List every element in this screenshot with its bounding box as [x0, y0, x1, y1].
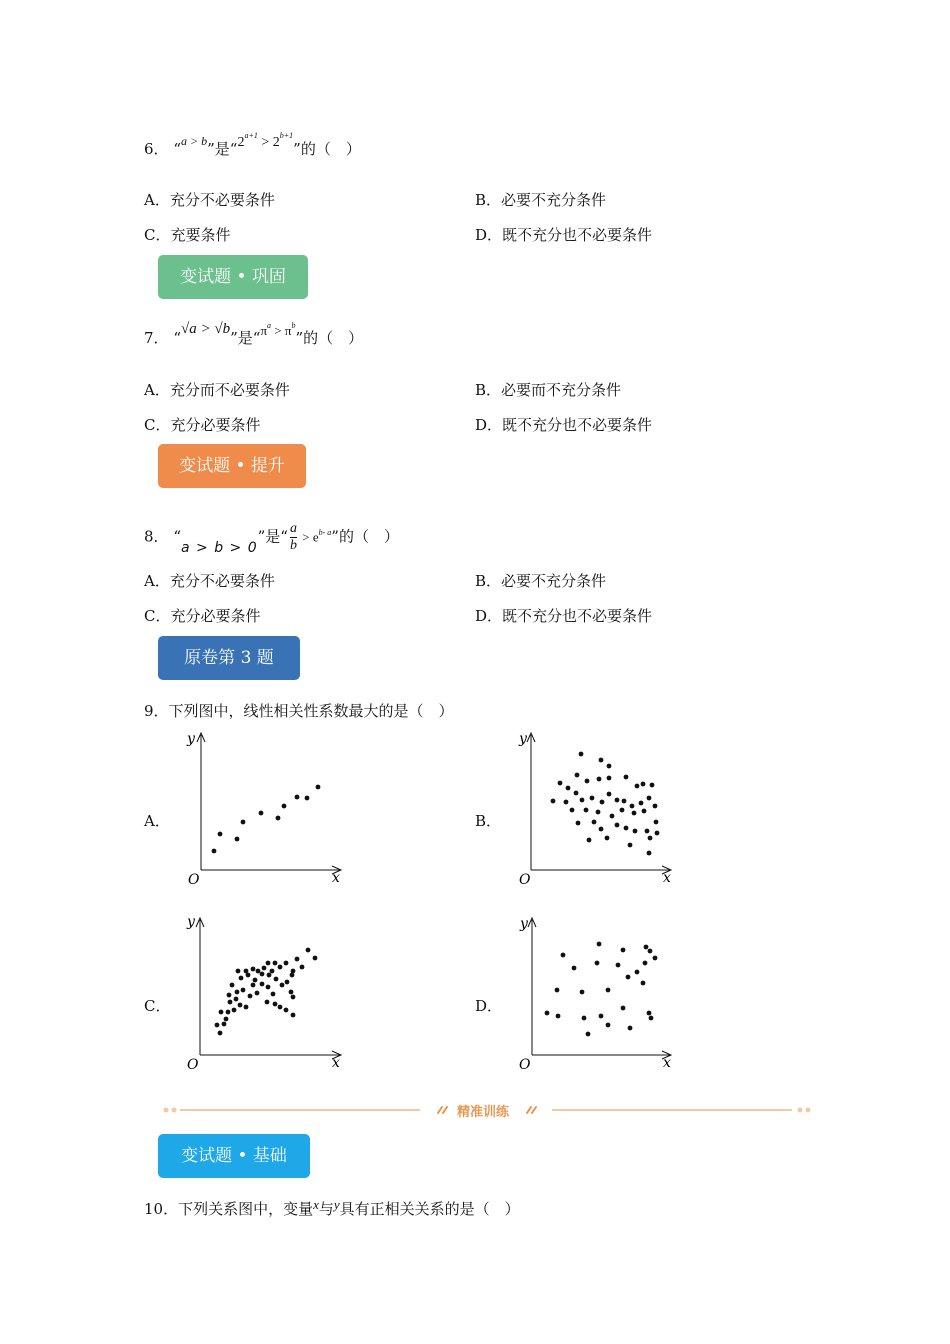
scatter-point — [650, 783, 655, 788]
scatter-point — [655, 831, 660, 836]
option-d[interactable]: D．既不充分也不必要条件 — [475, 607, 653, 625]
question-8: 8． “a > b > 0”是“ $\frac{a}{b}$ > $e^{b- a}$”的（ ） — [144, 521, 399, 556]
option-d[interactable]: D．既不充分也不必要条件 — [475, 416, 653, 434]
option-b[interactable]: B．必要不充分条件 — [475, 572, 607, 590]
scatter-point — [576, 821, 581, 826]
scatter-point — [278, 1005, 283, 1010]
scatter-point — [265, 1000, 270, 1005]
scatter-point — [639, 801, 644, 806]
scatter-point — [648, 949, 653, 954]
scatter-point — [291, 995, 296, 1000]
scatter-point — [628, 843, 633, 848]
section-divider — [162, 1098, 812, 1122]
scatter-point — [276, 816, 281, 821]
scatter-point — [545, 1011, 550, 1016]
scatter-point — [224, 1017, 229, 1022]
scatter-point — [248, 994, 253, 999]
option-a[interactable]: A．充分不必要条件 — [144, 191, 275, 209]
points — [551, 752, 660, 856]
scatter-point — [566, 786, 571, 791]
scatter-point — [654, 820, 659, 825]
scatter-point — [606, 988, 611, 993]
scatter-plot-a — [180, 730, 350, 894]
x-label: x — [663, 1055, 671, 1071]
scatter-point — [630, 804, 635, 809]
scatter-point — [226, 1010, 231, 1015]
scatter-point — [590, 796, 595, 801]
scatter-point — [239, 976, 244, 981]
y-label: y — [520, 916, 528, 932]
scatter-point — [647, 1011, 652, 1016]
scatter-point — [295, 957, 300, 962]
scatter-point — [644, 945, 649, 950]
scatter-point — [291, 1013, 296, 1018]
option-b[interactable]: B．必要而不充分条件 — [475, 381, 622, 399]
scatter-point — [218, 832, 223, 837]
points — [215, 948, 318, 1036]
origin-label: O — [519, 1057, 531, 1073]
origin-label: O — [187, 1057, 199, 1073]
scatter-point — [230, 983, 235, 988]
scatter-point — [622, 799, 627, 804]
scatter-point — [241, 820, 246, 825]
scatter-point — [555, 988, 560, 993]
plot-d-letter[interactable]: D． — [475, 997, 503, 1015]
scatter-point — [284, 1008, 289, 1013]
scatter-point — [218, 1031, 223, 1036]
scatter-point — [235, 990, 240, 995]
question-number: 6． — [144, 140, 169, 158]
scatter-point — [273, 1002, 278, 1007]
scatter-point — [260, 982, 265, 987]
scatter-point — [580, 990, 585, 995]
scatter-point — [291, 969, 296, 974]
scatter-point — [266, 961, 271, 966]
scatter-point — [582, 1016, 587, 1021]
scatter-point — [599, 758, 604, 763]
scatter-point — [219, 1010, 224, 1015]
origin-label: O — [519, 872, 531, 888]
scatter-point — [616, 963, 621, 968]
scatter-point — [295, 795, 300, 800]
scatter-point — [244, 1005, 249, 1010]
scatter-point — [575, 773, 580, 778]
scatter-point — [649, 1016, 654, 1021]
y-label: y — [187, 914, 195, 930]
option-c[interactable]: C．充分必要条件 — [144, 416, 261, 434]
scatter-point — [267, 973, 272, 978]
scatter-point — [241, 988, 246, 993]
scatter-plot-b — [510, 730, 680, 894]
scatter-point — [620, 808, 625, 813]
scatter-point — [647, 796, 652, 801]
scatter-point — [271, 992, 276, 997]
section-tag-consolidate: 变试题 • 巩固 — [158, 255, 308, 299]
scatter-point — [282, 804, 287, 809]
condition-1: a > b > 0 — [181, 539, 258, 556]
scatter-point — [647, 851, 652, 856]
scatter-point — [278, 965, 283, 970]
scatter-point — [645, 829, 650, 834]
scatter-point — [259, 811, 264, 816]
scatter-point — [273, 961, 278, 966]
scatter-point — [564, 800, 569, 805]
scatter-point — [632, 811, 637, 816]
condition-1: a > b — [181, 134, 208, 148]
plot-c-letter[interactable]: C． — [144, 997, 171, 1015]
scatter-point — [551, 799, 556, 804]
condition-1: √a > √b — [181, 321, 231, 337]
scatter-point — [586, 1032, 591, 1037]
plot-b-letter[interactable]: B． — [475, 812, 502, 830]
scatter-point — [227, 993, 232, 998]
scatter-point — [607, 764, 612, 769]
scatter-point — [624, 775, 629, 780]
scatter-point — [615, 798, 620, 803]
scatter-point — [305, 796, 310, 801]
scatter-point — [628, 1026, 633, 1031]
scatter-point — [597, 942, 602, 947]
scatter-point — [561, 953, 566, 958]
scatter-point — [228, 1000, 233, 1005]
scatter-point — [266, 985, 271, 990]
scatter-point — [615, 823, 620, 828]
option-d[interactable]: D．既不充分也不必要条件 — [475, 226, 653, 244]
scatter-point — [585, 779, 590, 784]
scatter-point — [596, 810, 601, 815]
scatter-point — [595, 961, 600, 966]
scatter-point — [635, 970, 640, 975]
scatter-point — [260, 972, 265, 977]
scatter-point — [251, 983, 256, 988]
x-label: x — [663, 870, 671, 886]
scatter-plot-c — [180, 915, 350, 1079]
origin-label: O — [188, 872, 200, 888]
scatter-point — [215, 1023, 220, 1028]
section-tag-basic: 变试题 • 基础 — [158, 1134, 310, 1178]
scatter-point — [285, 980, 290, 985]
scatter-point — [316, 785, 321, 790]
fraction: $\frac{a}{b}$ — [289, 521, 297, 553]
y-label: y — [187, 731, 195, 747]
scatter-point — [653, 956, 658, 961]
option-c[interactable]: C．充分必要条件 — [144, 607, 261, 625]
scatter-point — [574, 791, 579, 796]
scatter-point — [653, 804, 658, 809]
question-number: 8． — [144, 527, 169, 546]
scatter-point — [621, 948, 626, 953]
scatter-point — [558, 781, 563, 786]
scatter-point — [253, 978, 258, 983]
scatter-point — [580, 798, 585, 803]
option-b[interactable]: B．必要不充分条件 — [475, 191, 607, 209]
question-6: 6． “$^{a > b}$”是“$2^{a+1} > 2^{b+1}$”的（ ） — [144, 131, 361, 158]
scatter-point — [641, 782, 646, 787]
option-c[interactable]: C．充要条件 — [144, 226, 231, 244]
scatter-point — [621, 1006, 626, 1011]
scatter-point — [212, 849, 217, 854]
question-7: 7． “√a > √b”是“$\pi^a > \pi^b$”的（ ） — [144, 321, 364, 347]
scatter-point — [579, 752, 584, 757]
scatter-point — [556, 1014, 561, 1019]
scatter-point — [572, 966, 577, 971]
question-9: 9．下列图中，线性相关性系数最大的是（ ） — [144, 702, 454, 720]
scatter-point — [289, 990, 294, 995]
scatter-point — [313, 956, 318, 961]
x-label: x — [332, 870, 340, 886]
scatter-point — [238, 1003, 243, 1008]
divider-label: 精准训练 — [457, 1105, 510, 1120]
scatter-point — [255, 991, 260, 996]
scatter-point — [306, 948, 311, 953]
scatter-point — [633, 829, 638, 834]
plot-a-letter[interactable]: A． — [144, 812, 170, 830]
scatter-point — [284, 961, 289, 966]
section-tag-improve: 变试题 • 提升 — [158, 444, 306, 488]
scatter-point — [592, 820, 597, 825]
scatter-point — [626, 975, 631, 980]
scatter-point — [606, 1023, 611, 1028]
scatter-point — [274, 977, 279, 982]
question-10: 10．下列关系图中，变量x与y具有正相关关系的是（ ） — [144, 1197, 520, 1218]
scatter-point — [222, 1022, 227, 1027]
scatter-point — [570, 808, 575, 813]
scatter-point — [236, 969, 241, 974]
scatter-point — [270, 969, 275, 974]
scatter-point — [610, 814, 615, 819]
scatter-point — [256, 969, 261, 974]
scatter-point — [300, 965, 305, 970]
scatter-point — [244, 969, 249, 974]
x-label: x — [332, 1055, 340, 1071]
section-tag-original: 原卷第 3 题 — [158, 636, 300, 680]
scatter-point — [643, 961, 648, 966]
points — [545, 942, 658, 1037]
scatter-point — [232, 1008, 237, 1013]
scatter-point — [587, 838, 592, 843]
option-a[interactable]: A．充分而不必要条件 — [144, 381, 290, 399]
scatter-point — [599, 827, 604, 832]
question-number: 7． — [144, 329, 169, 347]
scatter-point — [251, 967, 256, 972]
scatter-point — [234, 997, 239, 1002]
scatter-point — [642, 809, 647, 814]
scatter-point — [290, 973, 295, 978]
option-a[interactable]: A．充分不必要条件 — [144, 572, 275, 590]
scatter-point — [599, 1014, 604, 1019]
scatter-point — [607, 776, 612, 781]
scatter-point — [641, 981, 646, 986]
y-label: y — [519, 731, 527, 747]
scatter-plot-d — [510, 915, 680, 1079]
scatter-point — [600, 800, 605, 805]
scatter-point — [235, 837, 240, 842]
scatter-point — [607, 792, 612, 797]
scatter-point — [605, 836, 610, 841]
scatter-point — [635, 784, 640, 789]
scatter-point — [648, 836, 653, 841]
scatter-point — [597, 777, 602, 782]
scatter-point — [280, 983, 285, 988]
scatter-point — [262, 966, 267, 971]
points — [212, 785, 321, 854]
scatter-point — [624, 826, 629, 831]
scatter-point — [584, 808, 589, 813]
